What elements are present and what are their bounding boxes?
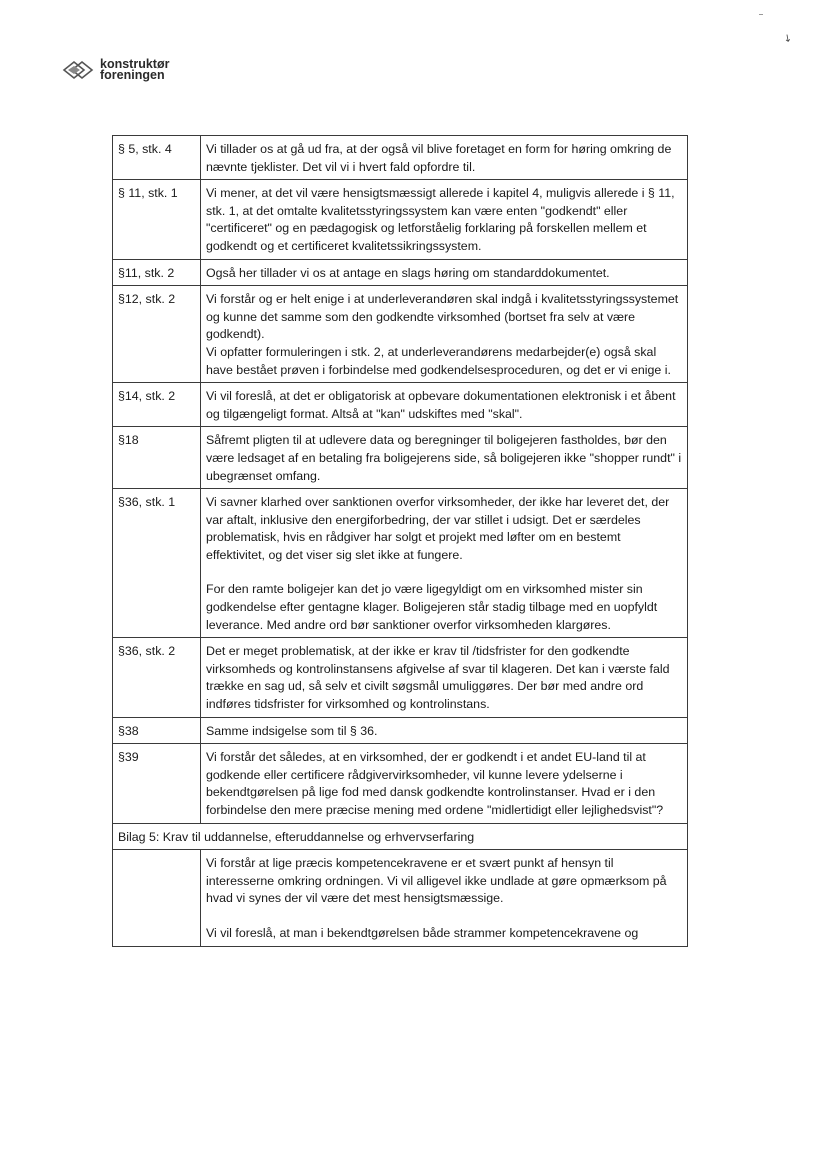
section-reference: §18 [113,427,201,489]
comment-cell [201,717,688,744]
table-row [113,136,688,180]
comment-paragraph: Vi vil foreslå, at det er obligatorisk at opbevare dokumentationen elektronisk i et åbent og tilgængeligt format. Altså at "kan" udskiftes med "skal". [206,389,676,421]
comment-cell [201,136,688,180]
table-row [113,286,688,383]
comment-paragraph: Vi savner klarhed over sanktionen overfor virksomheder, der ikke har leveret det, der var aftalt, inklusive den energiforbedring, der var stillet i udsigt. Det er særdeles problematisk, hvis en rådgiver har solgt et projekt med løfter om en bestemt effektivitet, og det viser sig slet ikke at fungere. [206,495,670,562]
table-row [113,489,688,638]
comment-paragraph: Vi forstår at lige præcis kompetencekravene er et svært punkt af hensyn til interesserne omkring ordningen. Vi vil alligevel ikke undlade at gøre opmærksom på hvad vi synes der vil være det mest hensigtsmæssige. [206,856,667,906]
comments-table-body [113,136,688,947]
section-heading-row [113,823,688,850]
paragraph-gap [206,908,683,925]
logo-text [100,59,169,81]
comments-table [112,135,688,947]
section-reference: §36, stk. 1 [113,489,201,638]
logo-line-2: foreningen [100,68,165,82]
table-row [113,427,688,489]
section-reference: §36, stk. 2 [113,638,201,717]
section-reference: §39 [113,744,201,823]
comment-cell [201,259,688,286]
comment-paragraph: For den ramte boligejer kan det jo være ligegyldigt om en virksomhed mister sin godkendelse efter gentagne klager. Boligejeren står stadig tilbage med en uopfyldt leverance. Med andre ord bør sanktioner overfor virksomheden klargøres. [206,582,658,632]
comment-paragraph: Vi forstår og er helt enige i at underleverandøren skal indgå i kvalitetsstyringssystemet og kunne det samme som den godkendte virksomhed (bortset fra selv at være godkendt). [206,292,679,342]
comment-paragraph: Det er meget problematisk, at der ikke er krav til /tidsfrister for den godkendte virksomheds og kontrolinstansens afgivelse af svar til klageren. Det kan i værste fald trække en sag ud, så selv et civilt søgsmål umuliggøres. Der bør med andre ord indføres tidsfrister for virksomhed og kontrolinstans. [206,644,670,712]
comment-paragraph: Vi forstår det således, at en virksomhed, der er godkendt i et andet EU-land til at godkende eller certificere rådgivervirksomheder, vil kunne levere ydelserne i bekendtgørelsen på lige fod med dansk godkendte kontrolinstanser. Hvad er i den forbindelse den mere præcise mening med ordene "midlertidigt eller lejlighedsvist"? [206,750,664,817]
comment-cell [201,489,688,638]
comment-paragraph: Også her tillader vi os at antage en slags høring om standarddokumentet. [206,265,610,280]
scan-speck [759,14,763,15]
comment-paragraph: Samme indsigelse som til § 36. [206,723,378,738]
table-row [113,850,688,946]
section-reference: §14, stk. 2 [113,383,201,427]
comment-cell [201,744,688,823]
comment-paragraph: Vi mener, at det vil være hensigtsmæssigt allerede i kapitel 4, muligvis allerede i § 11, stk. 1, at det omtalte kvalitetsstyringssystem kan være enten "godkendt" eller "certificeret" og en pædagogisk og letforståelig forklaring på forskellen mellem et godkendt og et certificeret kvalitetssikringssystem. [206,186,675,253]
comment-cell [201,383,688,427]
table-row [113,744,688,823]
comment-paragraph: Såfremt pligten til at udlevere data og beregninger til boligejeren fastholdes, bør den være ledsaget af en betaling fra boligejerens side, så boligejeren ikke "shopper rundt" i ubegrænset omfang. [206,433,682,483]
comment-cell [201,427,688,489]
comment-cell [201,180,688,259]
section-reference: § 11, stk. 1 [113,180,201,259]
logo-line-1: konstruktør [100,57,170,71]
logo-chevron-icon [62,58,96,82]
section-reference: § 5, stk. 4 [113,136,201,180]
table-row [113,638,688,717]
table-row [113,180,688,259]
comment-cell [201,850,688,946]
comment-paragraph: Vi tillader os at gå ud fra, at der også vil blive foretaget en form for høring omkring de nævnte tjeklister. Det vil vi i hvert fald opfordre til. [206,142,672,174]
section-reference: §11, stk. 2 [113,259,201,286]
section-reference: §12, stk. 2 [113,286,201,383]
comment-paragraph: Vi opfatter formuleringen i stk. 2, at underleverandørens medarbejder(e) også skal have bestået prøven i forbindelse med godkendelsesproceduren, og det er vi enige i. [206,344,671,377]
logo [62,58,169,82]
section-reference: §38 [113,717,201,744]
comment-paragraph: Vi vil foreslå, at man i bekendtgørelsen både strammer kompetencekravene og [206,925,639,940]
comment-cell [201,286,688,383]
section-heading: Bilag 5: Krav til uddannelse, efteruddannelse og erhvervserfaring [113,823,688,850]
table-row [113,383,688,427]
paragraph-gap [206,564,683,581]
table-row [113,717,688,744]
section-reference [113,850,201,946]
table-row [113,259,688,286]
corner-mark: ↘ [780,31,794,46]
comment-cell [201,638,688,717]
